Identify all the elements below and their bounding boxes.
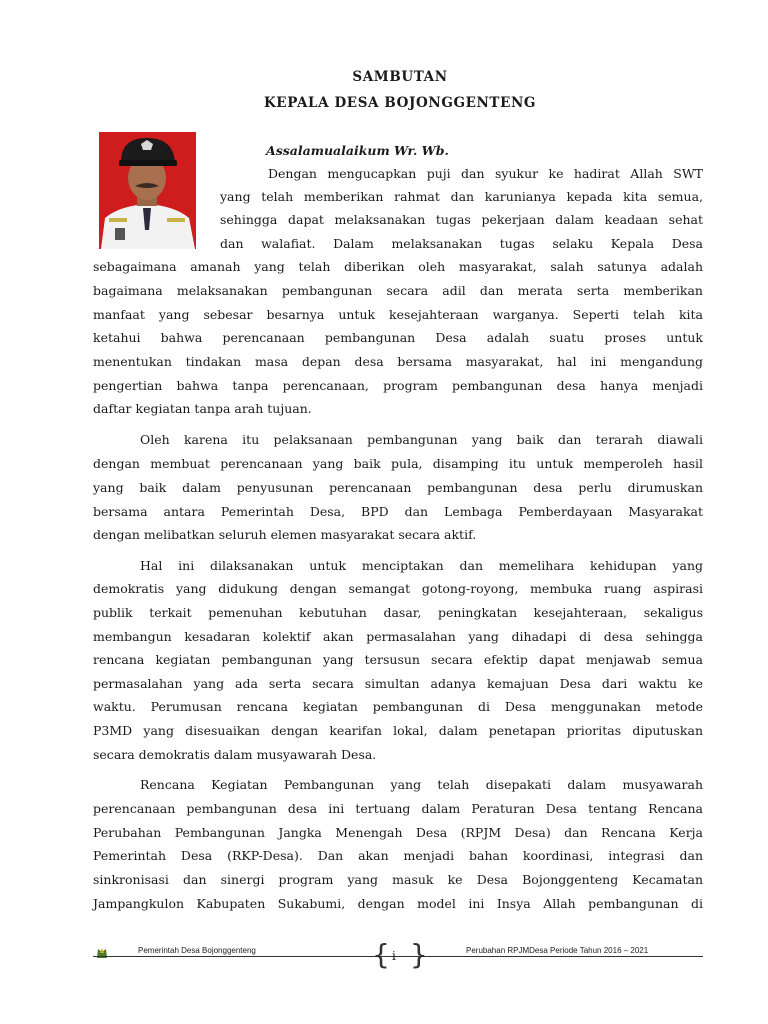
paragraph-line: permasalahan yang ada serta secara simultan adanya kemajuan Desa dari waktu ke (93, 676, 703, 691)
paragraph-line: Jampangkulon Kabupaten Sukabumi, dengan model ini Insya Allah pembangunan di (93, 896, 703, 911)
paragraph-line: pengertian bahwa tanpa perencanaan, program pembangunan desa hanya menjadi (93, 378, 703, 393)
paragraph-line: menentukan tindakan masa depan desa bersama masyarakat, hal ini mengandung (93, 354, 703, 369)
paragraph-line: sebagaimana amanah yang telah diberikan oleh masyarakat, salah satunya adalah (93, 259, 703, 274)
paragraph-line: Rencana Kegiatan Pembangunan yang telah disepakati dalam musyawarah (140, 777, 703, 792)
paragraph-line: perencanaan pembangunan desa ini tertuang dalam Peraturan Desa tentang Rencana (93, 801, 703, 816)
page-number: i (392, 949, 396, 963)
document-subtitle: KEPALA DESA BOJONGGENTENG (263, 95, 537, 111)
paragraph-line: dan walafiat. Dalam melaksanakan tugas selaku Kepala Desa (220, 236, 703, 251)
paragraph-line: Hal ini dilaksanakan untuk menciptakan dan memelihara kehidupan yang (140, 558, 703, 573)
paragraph-line: membangun kesadaran kolektif akan permasalahan yang dihadapi di desa sehingga (93, 629, 703, 644)
paragraph-line: secara demokratis dalam musyawarah Desa. (93, 747, 377, 762)
paragraph-line: bagaimana melaksanakan pembangunan secara adil dan merata serta memberikan (93, 283, 703, 298)
document-title: SAMBUTAN (352, 69, 448, 85)
paragraph-line: rencana kegiatan pembangunan yang tersusun secara efektip dapat menjawab semua (93, 652, 703, 667)
paragraph-line: yang baik dalam penyusunan perencanaan pembangunan desa perlu dirumuskan (93, 480, 703, 495)
footer-right-text: Perubahan RPJMDesa Periode Tahun 2016 – 2021 (466, 946, 649, 955)
right-brace: } (410, 938, 428, 971)
paragraph-line: ketahui bahwa perencanaan pembangunan Desa adalah suatu proses untuk (93, 330, 703, 345)
village-head-photo (99, 132, 196, 249)
paragraph-line: Oleh karena itu pelaksanaan pembangunan yang baik dan terarah diawali (140, 432, 703, 447)
paragraph-line: Perubahan Pembangunan Jangka Menengah Desa (RPJM Desa) dan Rencana Kerja (93, 825, 703, 840)
paragraph-line: bersama antara Pemerintah Desa, BPD dan Lembaga Pemberdayaan Masyarakat (93, 504, 703, 519)
paragraph-line: dengan membuat perencanaan yang baik pula, disamping itu untuk memperoleh hasil (93, 456, 703, 471)
paragraph-line: dengan melibatkan seluruh elemen masyarakat secara aktif. (93, 527, 477, 542)
page-number-frame (372, 938, 428, 971)
footer-left-text: Pemerintah Desa Bojonggenteng (138, 946, 256, 955)
paragraph-line: Dengan mengucapkan puji dan syukur ke hadirat Allah SWT (268, 166, 703, 181)
paragraph-line: manfaat yang sebesar besarnya untuk kesejahteraan warganya. Seperti telah kita (93, 307, 703, 322)
paragraph-line: demokratis yang didukung dengan semangat gotong-royong, membuka ruang aspirasi (93, 581, 703, 596)
village-emblem-icon (96, 944, 108, 956)
paragraph-line: daftar kegiatan tanpa arah tujuan. (93, 401, 312, 416)
paragraph-line: yang telah memberikan rahmat dan karunianya kepada kita semua, (220, 189, 703, 204)
greeting: Assalamualaikum Wr. Wb. (266, 143, 449, 158)
paragraph-line: sehingga dapat melaksanakan tugas pekerjaan dalam keadaan sehat (220, 212, 703, 227)
paragraph-line: sinkronisasi dan sinergi program yang masuk ke Desa Bojonggenteng Kecamatan (93, 872, 703, 887)
left-brace: { (372, 938, 390, 971)
paragraph-line: waktu. Perumusan rencana kegiatan pembangunan di Desa menggunakan metode (93, 699, 703, 714)
paragraph-line: P3MD yang disesuaikan dengan kearifan lokal, dalam penetapan prioritas diputuskan (93, 723, 703, 738)
paragraph-line: Pemerintah Desa (RKP-Desa). Dan akan menjadi bahan koordinasi, integrasi dan (93, 848, 703, 863)
paragraph-line: publik terkait pemenuhan kebutuhan dasar, peningkatan kesejahteraan, sekaligus (93, 605, 703, 620)
